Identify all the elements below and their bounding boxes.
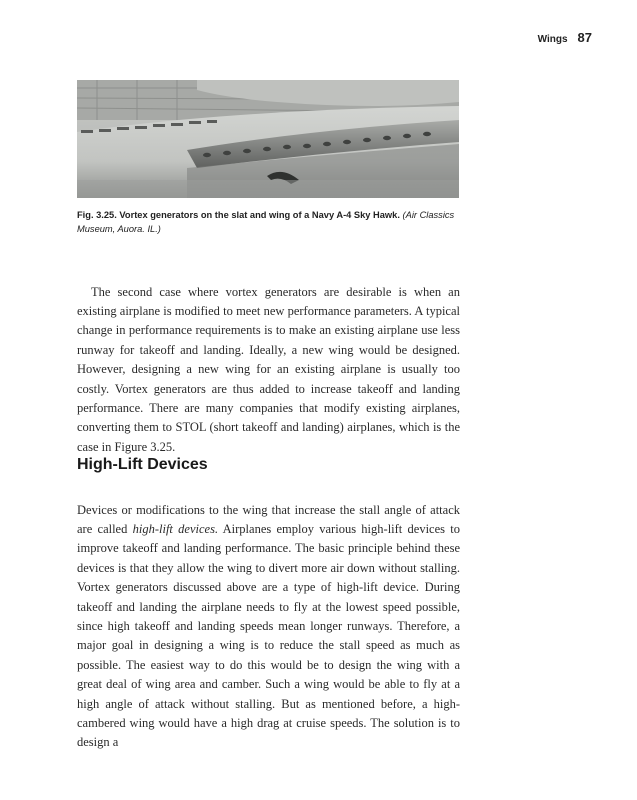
- paragraph-high-lift-start: Devices or modifications to the wing that increase the stall angle of attack are called: [77, 502, 460, 536]
- figure-photo: [77, 80, 459, 198]
- running-head: [538, 30, 592, 45]
- section-heading: High-Lift Devices: [77, 456, 208, 473]
- figure-credit: (Air Classics Museum, Auora. IL.): [77, 210, 455, 234]
- figure-label: Fig. 3.25.: [77, 210, 117, 220]
- figure-caption-text: Vortex generators on the slat and wing of a Navy A-4 Sky Hawk.: [119, 210, 400, 220]
- figure-caption: [77, 208, 467, 236]
- term-high-lift-devices: high-lift devices.: [132, 521, 219, 536]
- running-head-section: Wings: [537, 34, 568, 45]
- paragraph-high-lift-rest: Airplanes employ various high-lift devices to improve takeoff and landing performance. The basic principle behind these devices is that they allow the wing to divert more air down without stalling. Vortex generators discussed above are a type of high-lift device. During takeoff and landing the airplane needs to fly at the lowest speed possible, since high takeoff and landing speeds mean longer runways. Therefore, a major goal in designing a wing is to reduce the stall speed as much as possible. The easiest way to do this would be to design the wing with a great deal of wing area and camber. Such a wing would be able to fly at a high angle of attack without stalling. But as mentioned before, a high-cambered wing would have a high drag at cruise speeds. The solution is to design a: [77, 521, 461, 750]
- paragraph-vortex-generators: The second case where vortex generators are desirable is when an existing airplane is modified to meet new performance parameters. A typical change in performance requirements is to make an existing airplane use less runway for takeoff and landing. Ideally, a new wing would be designed. However, designing a new wing for an existing airplane is usually too costly. Vortex generators are thus added to increase takeoff and landing performance. There are many companies that modify existing airplanes, converting them to STOL (short takeoff and landing) airplanes, which is the case in Figure 3.25.: [77, 284, 460, 454]
- vortex-generator-photo: [77, 80, 459, 198]
- page-number: 87: [577, 30, 592, 45]
- paragraph-high-lift: [77, 501, 460, 753]
